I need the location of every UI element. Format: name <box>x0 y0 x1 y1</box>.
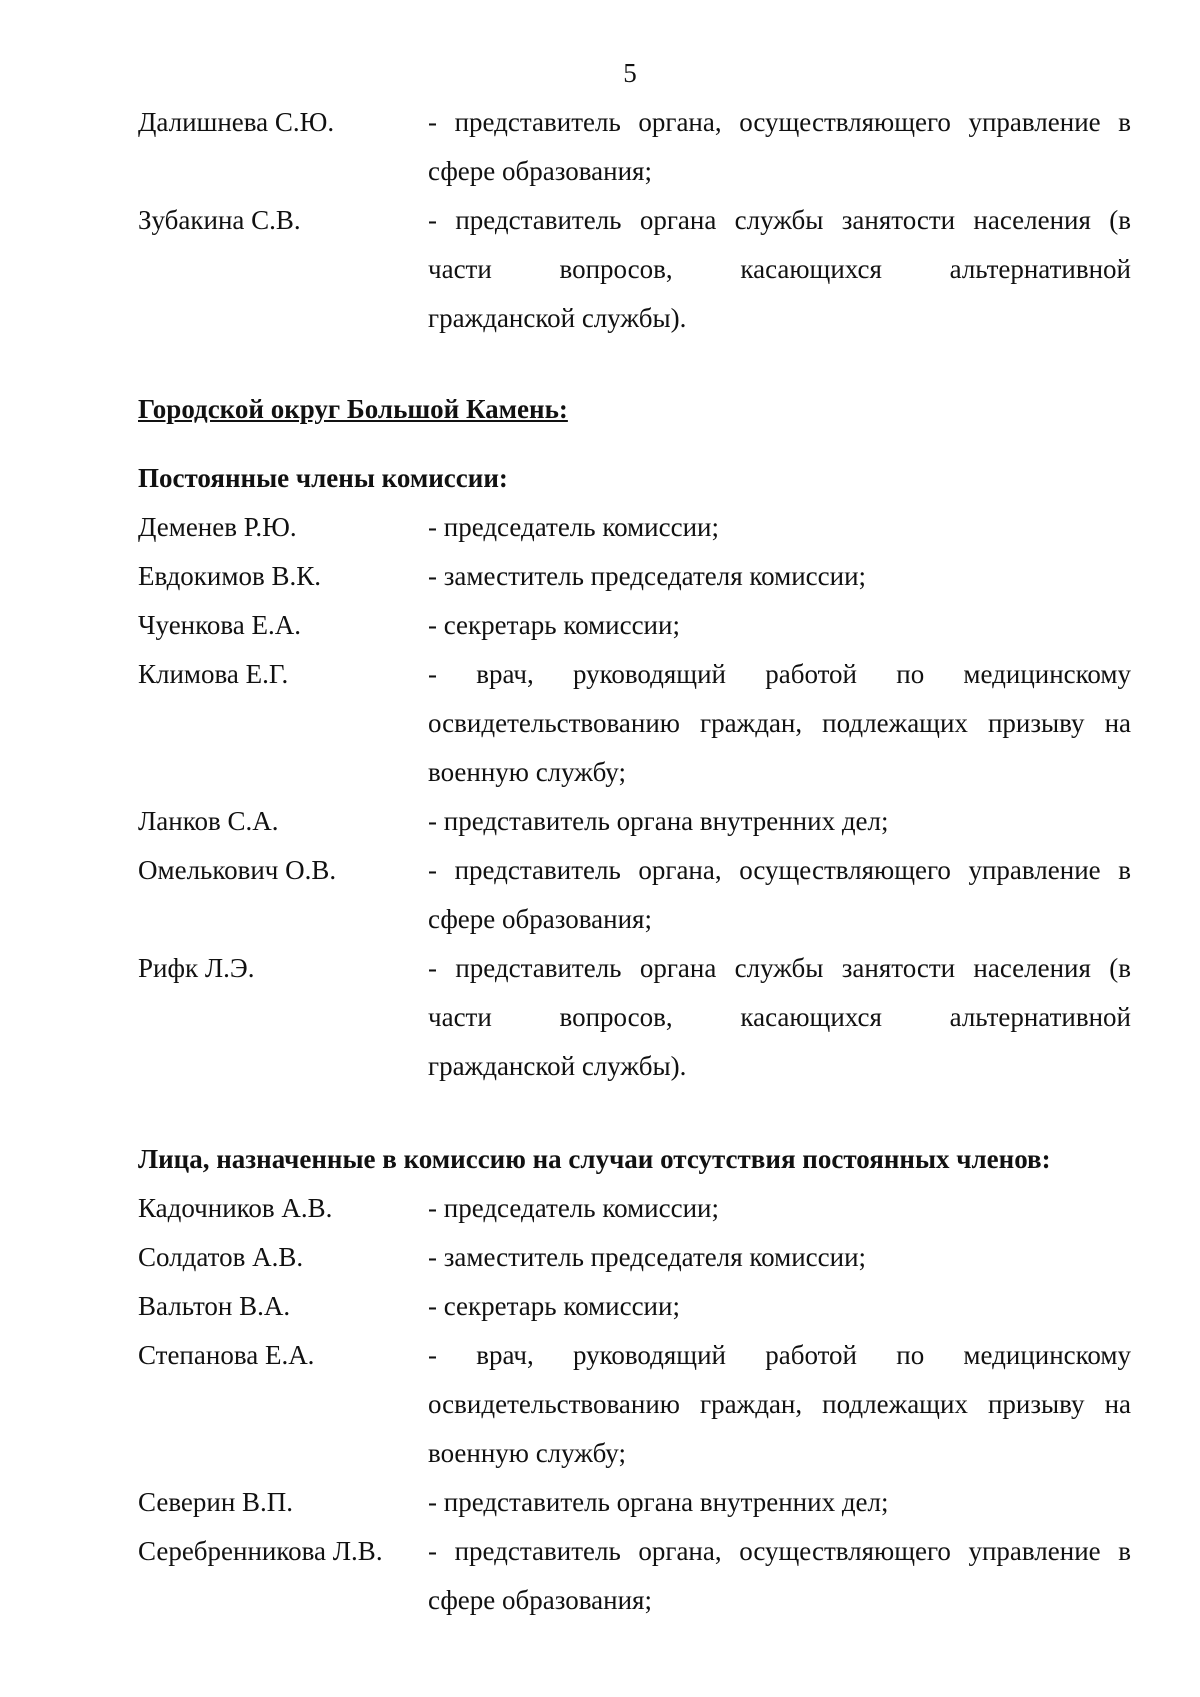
member-role-line: - представитель органа, осуществляющего управление в <box>428 1536 1131 1566</box>
member-role-line: - заместитель председателя комиссии; <box>428 1242 867 1272</box>
member-row-continuation <box>138 147 1131 196</box>
member-row-continuation <box>138 1429 1131 1478</box>
member-role-line: - представитель органа, осуществляющего управление в <box>428 107 1131 137</box>
member-row <box>138 944 1131 993</box>
member-name: Кадочников А.В. <box>138 1193 333 1223</box>
member-name: Ланков С.А. <box>138 806 279 836</box>
page-number: 5 <box>623 58 637 88</box>
member-row-continuation <box>138 294 1131 343</box>
member-role-line: - представитель органа внутренних дел; <box>428 1487 889 1517</box>
member-role-line: гражданской службы). <box>428 303 687 333</box>
member-row-continuation <box>138 1042 1131 1091</box>
member-name <box>138 147 428 196</box>
member-role-line: - врач, руководящий работой по медицинскому <box>428 659 1131 689</box>
member-row <box>138 650 1131 699</box>
member-role-line: - председатель комиссии; <box>428 512 719 542</box>
member-name: Евдокимов В.К. <box>138 561 321 591</box>
member-role-line: - секретарь комиссии; <box>428 610 680 640</box>
member-row <box>138 503 1131 552</box>
permanent-members-list <box>138 503 1131 1091</box>
member-role-line: части вопросов, касающихся альтернативной <box>428 254 1131 284</box>
member-role-line: военную службу; <box>428 757 626 787</box>
member-row <box>138 1282 1131 1331</box>
member-row <box>138 601 1131 650</box>
member-row <box>138 98 1131 147</box>
member-name: Северин В.П. <box>138 1487 294 1517</box>
member-role-line: части вопросов, касающихся альтернативной <box>428 1002 1131 1032</box>
document-content <box>138 98 1131 1625</box>
permanent-members-title: Постоянные члены комиссии: <box>138 463 508 493</box>
member-row <box>138 1478 1131 1527</box>
member-list-top <box>138 98 1131 343</box>
member-name: Омелькович О.В. <box>138 855 337 885</box>
member-role-line: - врач, руководящий работой по медицинскому <box>428 1340 1131 1370</box>
member-name: Степанова Е.А. <box>138 1340 315 1370</box>
member-row-continuation <box>138 245 1131 294</box>
member-row <box>138 1527 1131 1576</box>
member-name: Вальтон В.А. <box>138 1291 291 1321</box>
member-row-continuation <box>138 699 1131 748</box>
member-row <box>138 1233 1131 1282</box>
member-row-continuation <box>138 993 1131 1042</box>
member-name <box>138 1429 428 1478</box>
member-name <box>138 1380 428 1429</box>
member-row <box>138 1184 1131 1233</box>
member-name: Далишнева С.Ю. <box>138 107 335 137</box>
member-role-line: гражданской службы). <box>428 1051 687 1081</box>
member-role-line: - представитель органа, осуществляющего управление в <box>428 855 1131 885</box>
member-name <box>138 748 428 797</box>
member-row <box>138 797 1131 846</box>
member-name <box>138 993 428 1042</box>
member-role-line: сфере образования; <box>428 156 652 186</box>
member-row-continuation <box>138 1576 1131 1625</box>
member-role-line: - представитель органа службы занятости населения (в <box>428 205 1131 235</box>
member-row <box>138 552 1131 601</box>
member-row <box>138 846 1131 895</box>
member-row <box>138 196 1131 245</box>
member-name <box>138 1576 428 1625</box>
member-name <box>138 895 428 944</box>
member-name: Рифк Л.Э. <box>138 953 255 983</box>
section-title: Городской округ Большой Камень: <box>138 394 568 424</box>
member-name <box>138 294 428 343</box>
member-name: Деменев Р.Ю. <box>138 512 297 542</box>
member-name: Серебренникова Л.В. <box>138 1536 383 1566</box>
member-row <box>138 1331 1131 1380</box>
member-role-line: - представитель органа внутренних дел; <box>428 806 889 836</box>
member-name: Климова Е.Г. <box>138 659 289 689</box>
member-role-line: - заместитель председателя комиссии; <box>428 561 867 591</box>
member-role-line: сфере образования; <box>428 904 652 934</box>
substitute-members-list <box>138 1184 1131 1625</box>
substitute-members-title: Лица, назначенные в комиссию на случаи отсутствия постоянных членов: <box>138 1144 1051 1174</box>
member-name <box>138 245 428 294</box>
member-name: Зубакина С.В. <box>138 205 301 235</box>
member-role-line: освидетельствованию граждан, подлежащих призыву на <box>428 1389 1131 1419</box>
member-role-line: военную службу; <box>428 1438 626 1468</box>
member-role-line: сфере образования; <box>428 1585 652 1615</box>
member-name <box>138 699 428 748</box>
member-role-line: - председатель комиссии; <box>428 1193 719 1223</box>
member-row-continuation <box>138 1380 1131 1429</box>
member-name <box>138 1042 428 1091</box>
member-row-continuation <box>138 895 1131 944</box>
member-role-line: - представитель органа службы занятости населения (в <box>428 953 1131 983</box>
member-role-line: - секретарь комиссии; <box>428 1291 680 1321</box>
member-name: Солдатов А.В. <box>138 1242 304 1272</box>
member-role-line: освидетельствованию граждан, подлежащих призыву на <box>428 708 1131 738</box>
member-row-continuation <box>138 748 1131 797</box>
member-name: Чуенкова Е.А. <box>138 610 301 640</box>
